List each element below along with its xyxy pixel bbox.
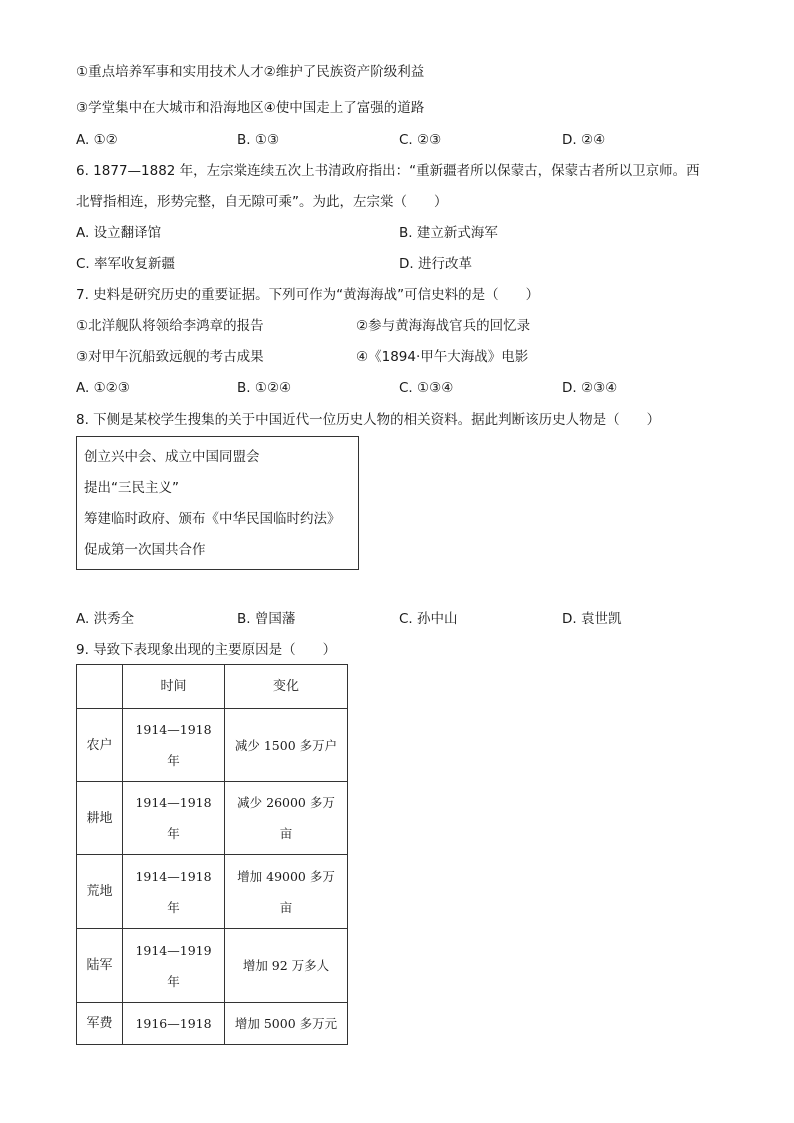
table-cell-time: 1914—1918 年	[123, 782, 225, 855]
table-header-change: 变化	[225, 665, 348, 709]
q5-option-a[interactable]: A. ①②	[76, 132, 118, 148]
q7-option-d[interactable]: D. ②③④	[562, 380, 618, 396]
table-header-row	[77, 665, 348, 709]
table-cell-change: 增加 92 万多人	[225, 929, 348, 1003]
table-cell-item: 陆军	[77, 929, 123, 1003]
q7-stem: 7. 史料是研究历史的重要证据。下列可作为“黄海海战”可信史料的是（ ）	[76, 287, 540, 303]
q7-options	[76, 378, 716, 398]
table-row	[77, 1003, 348, 1045]
table-header-blank	[77, 665, 123, 709]
q7-item-3: ③对甲午沉船致远舰的考古成果	[76, 349, 264, 365]
q8-material-line-1: 创立兴中会、成立中国同盟会	[84, 449, 260, 465]
table-row	[77, 709, 348, 782]
q7-item-1: ①北洋舰队将领给李鸿章的报告	[76, 318, 264, 334]
q5-statement-line-2: ③学堂集中在大城市和沿海地区④使中国走上了富强的道路	[76, 100, 425, 116]
table-cell-time: 1916—1918	[123, 1003, 225, 1045]
table-row	[77, 929, 348, 1003]
q9-stem: 9. 导致下表现象出现的主要原因是（ ）	[76, 642, 337, 658]
q8-material-line-4: 促成第一次国共合作	[84, 542, 206, 558]
q5-option-b[interactable]: B. ①③	[237, 132, 280, 148]
table-header-time: 时间	[123, 665, 225, 709]
q6-option-a[interactable]: A. 设立翻译馆	[76, 225, 162, 241]
q5-options	[76, 130, 716, 150]
table-cell-time: 1914—1918 年	[123, 709, 225, 782]
q8-options	[76, 609, 716, 629]
table-cell-item: 农户	[77, 709, 123, 782]
table-cell-time: 1914—1918 年	[123, 855, 225, 929]
q7-option-c[interactable]: C. ①③④	[399, 380, 454, 396]
q5-statement-line-1: ①重点培养军事和实用技术人才②维护了民族资产阶级利益	[76, 64, 425, 80]
q8-option-a[interactable]: A. 洪秀全	[76, 611, 135, 627]
q6-option-b[interactable]: B. 建立新式海军	[399, 225, 498, 241]
q9-data-table	[76, 664, 348, 1045]
q7-item-2: ②参与黄海海战官兵的回忆录	[356, 318, 531, 334]
table-cell-item: 荒地	[77, 855, 123, 929]
q8-material-box	[76, 436, 359, 570]
q6-stem-line-2: 北臂指相连，形势完整，自无隙可乘”。为此，左宗棠（ ）	[76, 194, 448, 210]
q6-option-d[interactable]: D. 进行改革	[399, 256, 472, 272]
q5-option-c[interactable]: C. ②③	[399, 132, 442, 148]
q7-items-row-2	[76, 347, 716, 367]
table-cell-change: 减少 1500 多万户	[225, 709, 348, 782]
q7-item-4: ④《1894·甲午大海战》电影	[356, 349, 529, 365]
q8-option-b[interactable]: B. 曾国藩	[237, 611, 296, 627]
q6-stem-line-1: 6. 1877—1882 年，左宗棠连续五次上书清政府指出：“重新疆者所以保蒙古，保蒙古者所以卫京师。西	[76, 163, 700, 179]
q6-option-c[interactable]: C. 率军收复新疆	[76, 256, 176, 272]
q5-option-d[interactable]: D. ②④	[562, 132, 606, 148]
table-cell-item: 军费	[77, 1003, 123, 1045]
q7-option-a[interactable]: A. ①②③	[76, 380, 130, 396]
q8-material-line-2: 提出“三民主义”	[84, 480, 179, 496]
q8-option-c[interactable]: C. 孙中山	[399, 611, 458, 627]
table-row	[77, 782, 348, 855]
q8-material-line-3: 筹建临时政府、颁布《中华民国临时约法》	[84, 511, 341, 527]
table-cell-change: 增加 5000 多万元	[225, 1003, 348, 1045]
q8-option-d[interactable]: D. 袁世凯	[562, 611, 622, 627]
table-cell-item: 耕地	[77, 782, 123, 855]
q6-options-row-1	[76, 223, 716, 243]
q7-option-b[interactable]: B. ①②④	[237, 380, 292, 396]
q7-items-row-1	[76, 316, 716, 336]
q6-options-row-2	[76, 254, 716, 274]
q8-stem: 8. 下侧是某校学生搜集的关于中国近代一位历史人物的相关资料。据此判断该历史人物是（ ）	[76, 412, 661, 428]
table-cell-change: 减少 26000 多万 亩	[225, 782, 348, 855]
table-cell-time: 1914—1919 年	[123, 929, 225, 1003]
table-row	[77, 855, 348, 929]
table-cell-change: 增加 49000 多万 亩	[225, 855, 348, 929]
